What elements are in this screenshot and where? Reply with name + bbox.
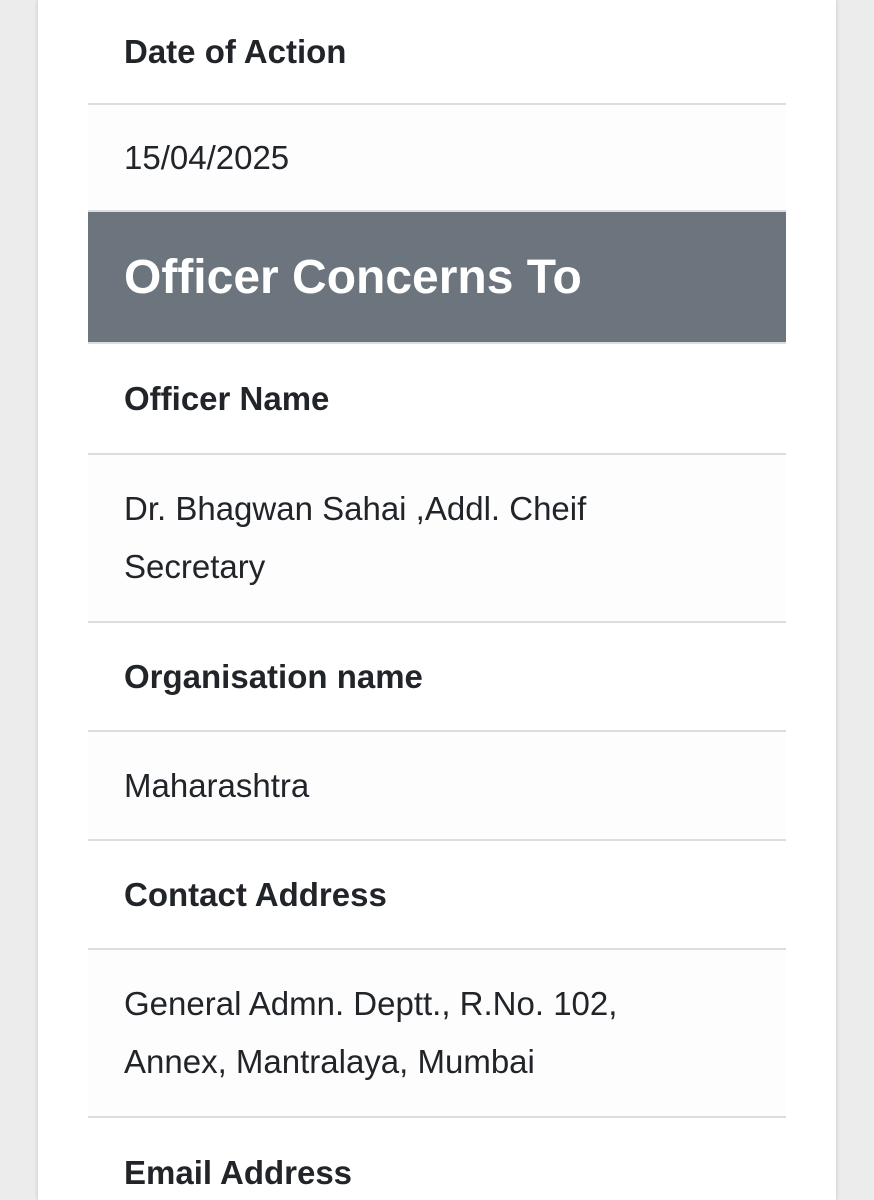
officer-section-header xyxy=(88,212,786,344)
officer-name-label xyxy=(88,344,786,455)
organisation-name-value-text: Maharashtra xyxy=(124,766,310,804)
email-address-label-text: Email Address xyxy=(124,1154,353,1191)
organisation-name-label-text: Organisation name xyxy=(124,657,423,695)
details-card xyxy=(38,0,836,1200)
contact-address-label-text: Contact Address xyxy=(124,875,387,913)
contact-address-value xyxy=(88,950,786,1118)
contact-address-label xyxy=(88,841,786,950)
email-address-label xyxy=(88,1118,786,1200)
officer-name-label-text: Officer Name xyxy=(124,379,330,417)
organisation-name-value xyxy=(88,732,786,841)
officer-name-value xyxy=(88,455,786,623)
date-of-action-label xyxy=(88,0,786,105)
officer-name-value-text: Dr. Bhagwan Sahai ,Addl. Cheif Secretary xyxy=(124,490,587,585)
officer-section-title: Officer Concerns To xyxy=(124,250,582,304)
date-of-action-value xyxy=(88,105,786,212)
details-table xyxy=(88,0,786,1200)
contact-address-value-text: General Admn. Deptt., R.No. 102, Annex, Mantralaya, Mumbai xyxy=(124,985,618,1080)
organisation-name-label xyxy=(88,623,786,732)
date-of-action-label-text: Date of Action xyxy=(124,32,347,70)
date-of-action-value-text: 15/04/2025 xyxy=(124,138,290,176)
